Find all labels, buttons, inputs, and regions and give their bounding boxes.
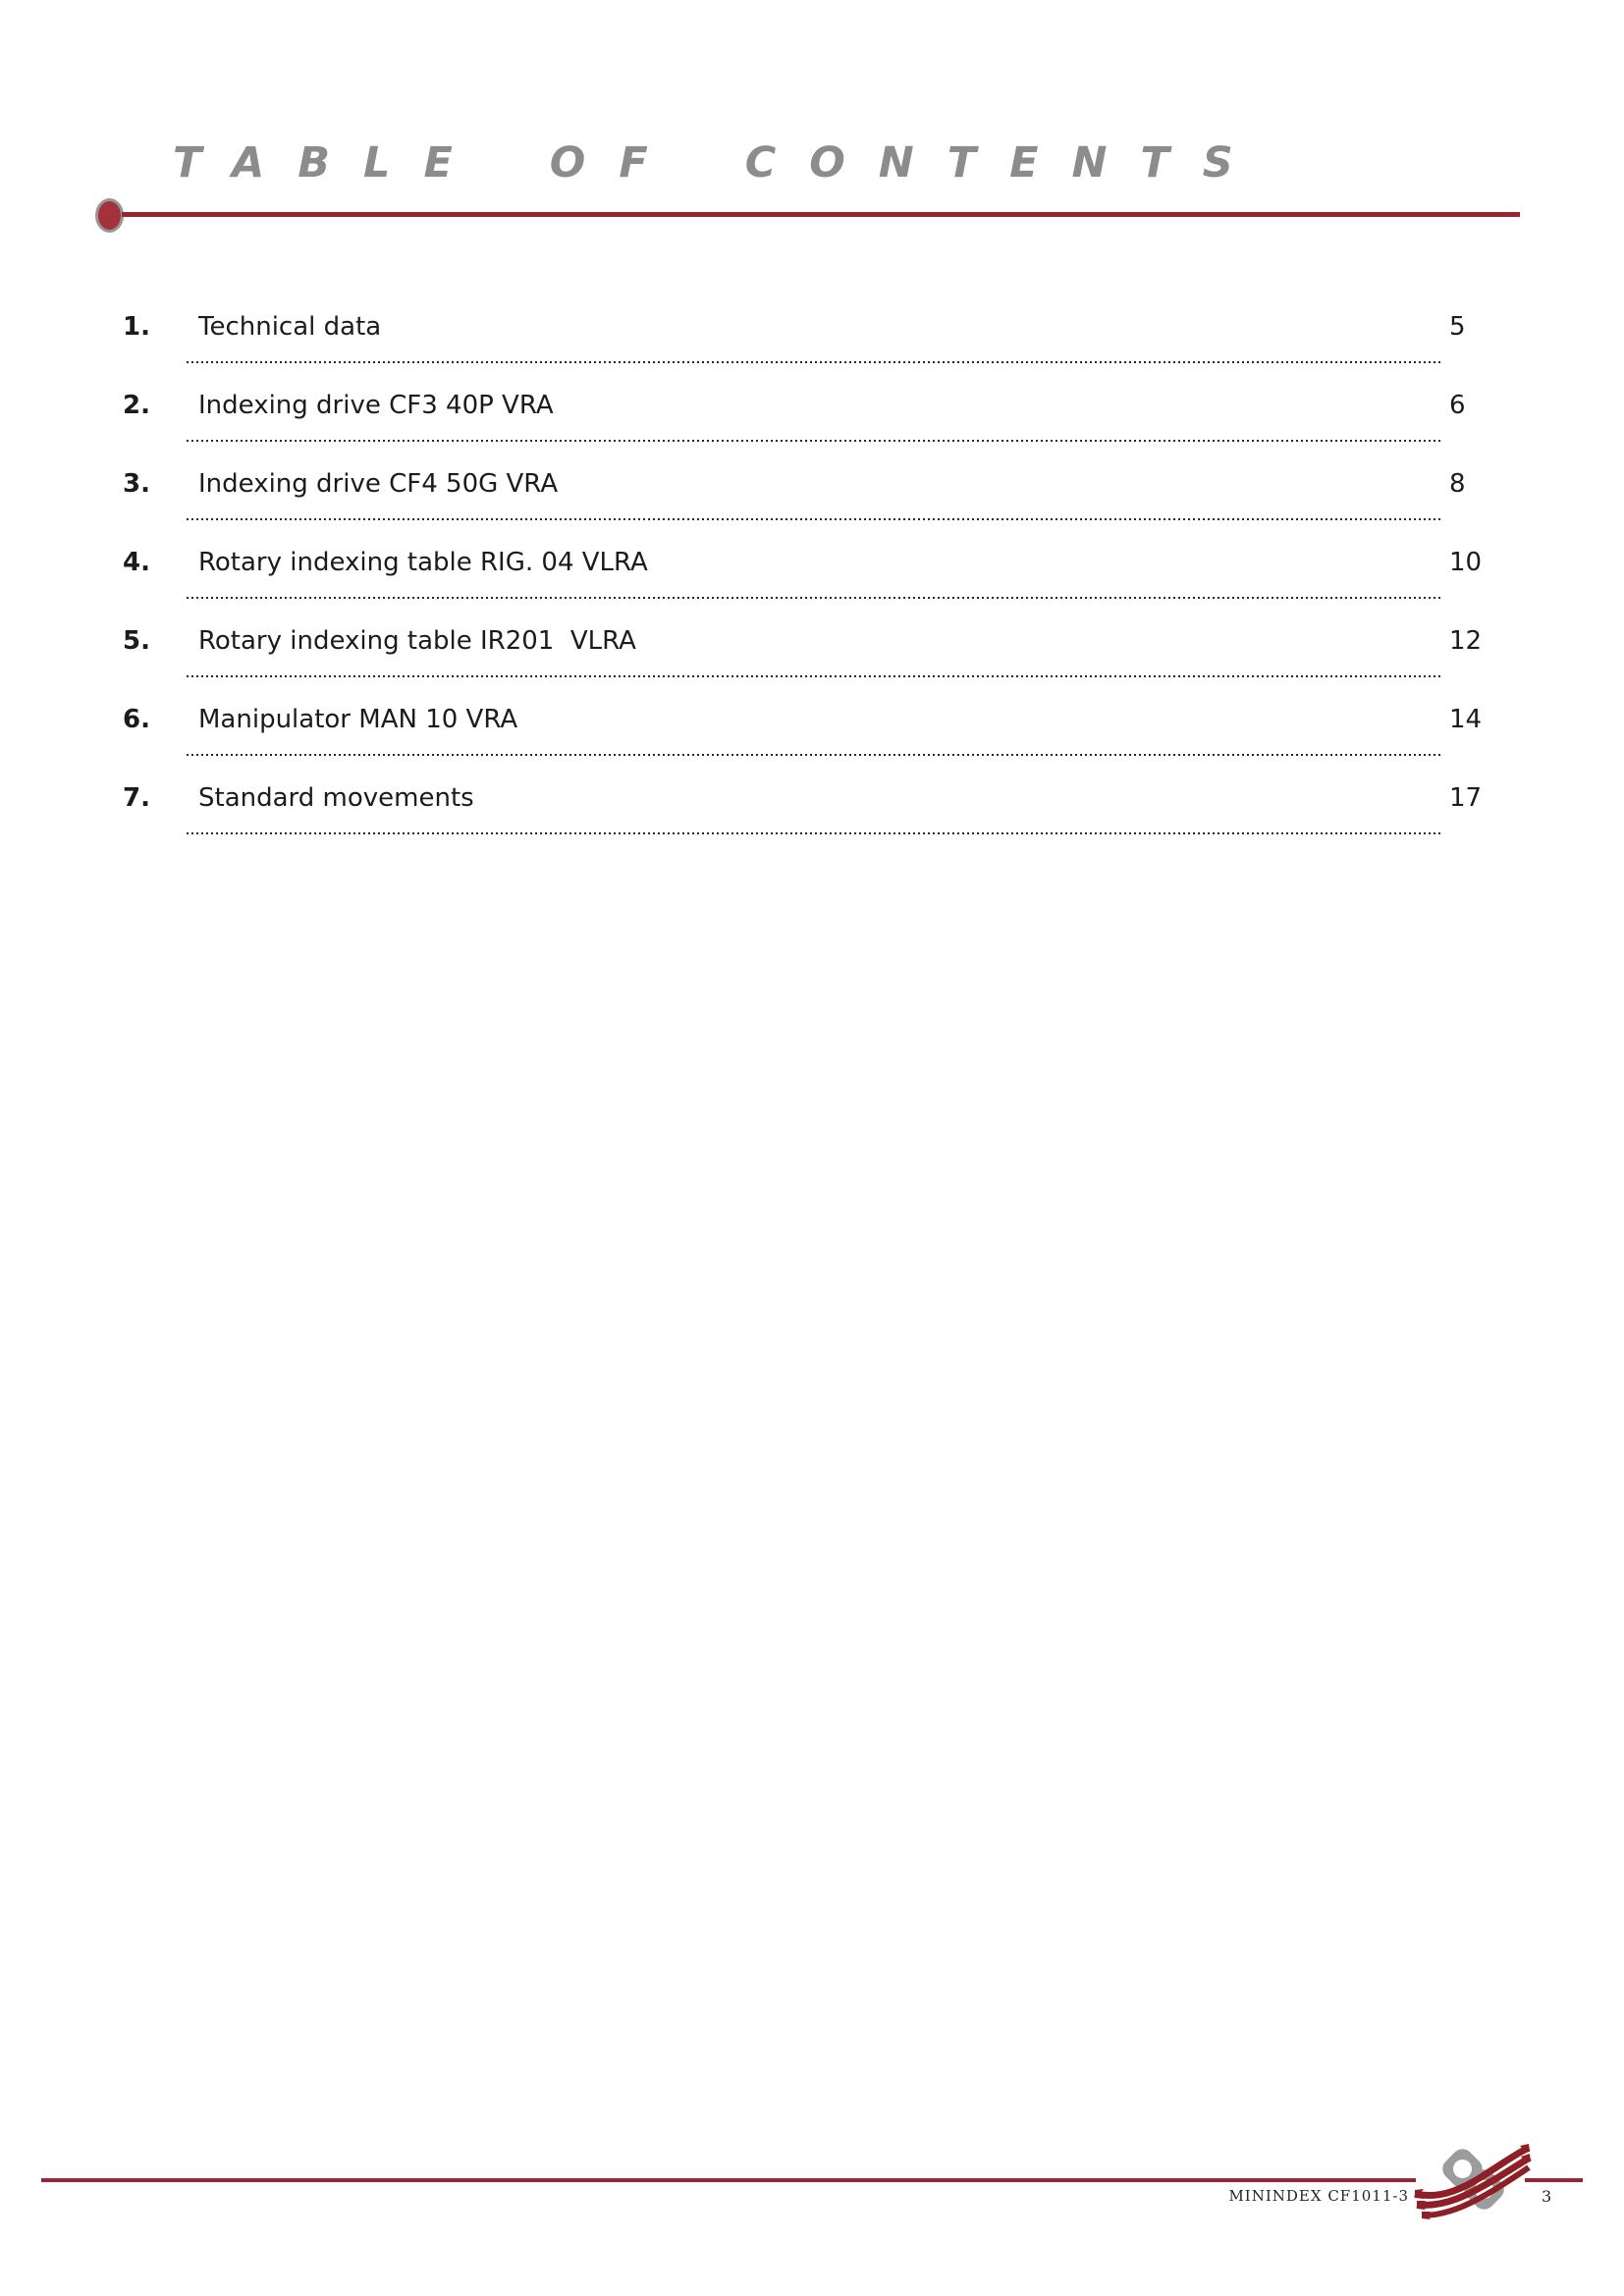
toc-entry-number: 7. xyxy=(123,783,150,813)
company-logo-icon xyxy=(1410,2139,1532,2221)
toc-entry-page: 14 xyxy=(1449,705,1483,734)
toc-leader-dots xyxy=(187,754,1443,756)
toc-entry xyxy=(0,312,1624,391)
toc-entry-page: 10 xyxy=(1449,548,1483,577)
toc-entry-number: 2. xyxy=(123,391,150,420)
toc-leader-dots xyxy=(187,675,1443,677)
toc-entry-title: Technical data xyxy=(198,312,382,342)
toc-entry xyxy=(0,548,1624,626)
toc-leader-dots xyxy=(187,518,1443,520)
toc-entry-number: 5. xyxy=(123,626,150,656)
page-title: TABLE OF CONTENTS xyxy=(173,138,1267,187)
toc-entry xyxy=(0,705,1624,783)
toc-entry xyxy=(0,783,1624,862)
toc-leader-dots xyxy=(187,440,1443,442)
toc-entry-title: Standard movements xyxy=(198,783,474,813)
toc-leader-dots xyxy=(187,597,1443,599)
toc-entry-title: Rotary indexing table RIG. 04 VLRA xyxy=(198,548,648,577)
toc-entry-page: 5 xyxy=(1449,312,1466,342)
toc-entry-page: 8 xyxy=(1449,469,1466,499)
toc-entry-page: 6 xyxy=(1449,391,1466,420)
toc-entry xyxy=(0,626,1624,705)
toc-entry xyxy=(0,469,1624,548)
toc-entry-number: 1. xyxy=(123,312,150,342)
toc-entry-title: Manipulator MAN 10 VRA xyxy=(198,705,518,734)
footer-page-number: 3 xyxy=(1542,2187,1552,2206)
footer-document-reference: MININDEX CF1011-3 xyxy=(1228,2187,1409,2205)
footer-rule-left xyxy=(41,2178,1416,2182)
toc-entry-title: Rotary indexing table IR201 VLRA xyxy=(198,626,636,656)
toc-entry-number: 6. xyxy=(123,705,150,734)
footer-rule-right xyxy=(1525,2178,1583,2182)
toc-leader-dots xyxy=(187,832,1443,834)
toc-entry-title: Indexing drive CF3 40P VRA xyxy=(198,391,554,420)
toc-entry-title: Indexing drive CF4 50G VRA xyxy=(198,469,559,499)
toc-entry-page: 17 xyxy=(1449,783,1483,813)
title-rule xyxy=(122,212,1520,217)
toc-entry-number: 4. xyxy=(123,548,150,577)
toc-entry-page: 12 xyxy=(1449,626,1483,656)
toc-entry-number: 3. xyxy=(123,469,150,499)
toc-entry xyxy=(0,391,1624,469)
toc-leader-dots xyxy=(187,361,1443,363)
title-bullet-icon xyxy=(95,198,124,233)
